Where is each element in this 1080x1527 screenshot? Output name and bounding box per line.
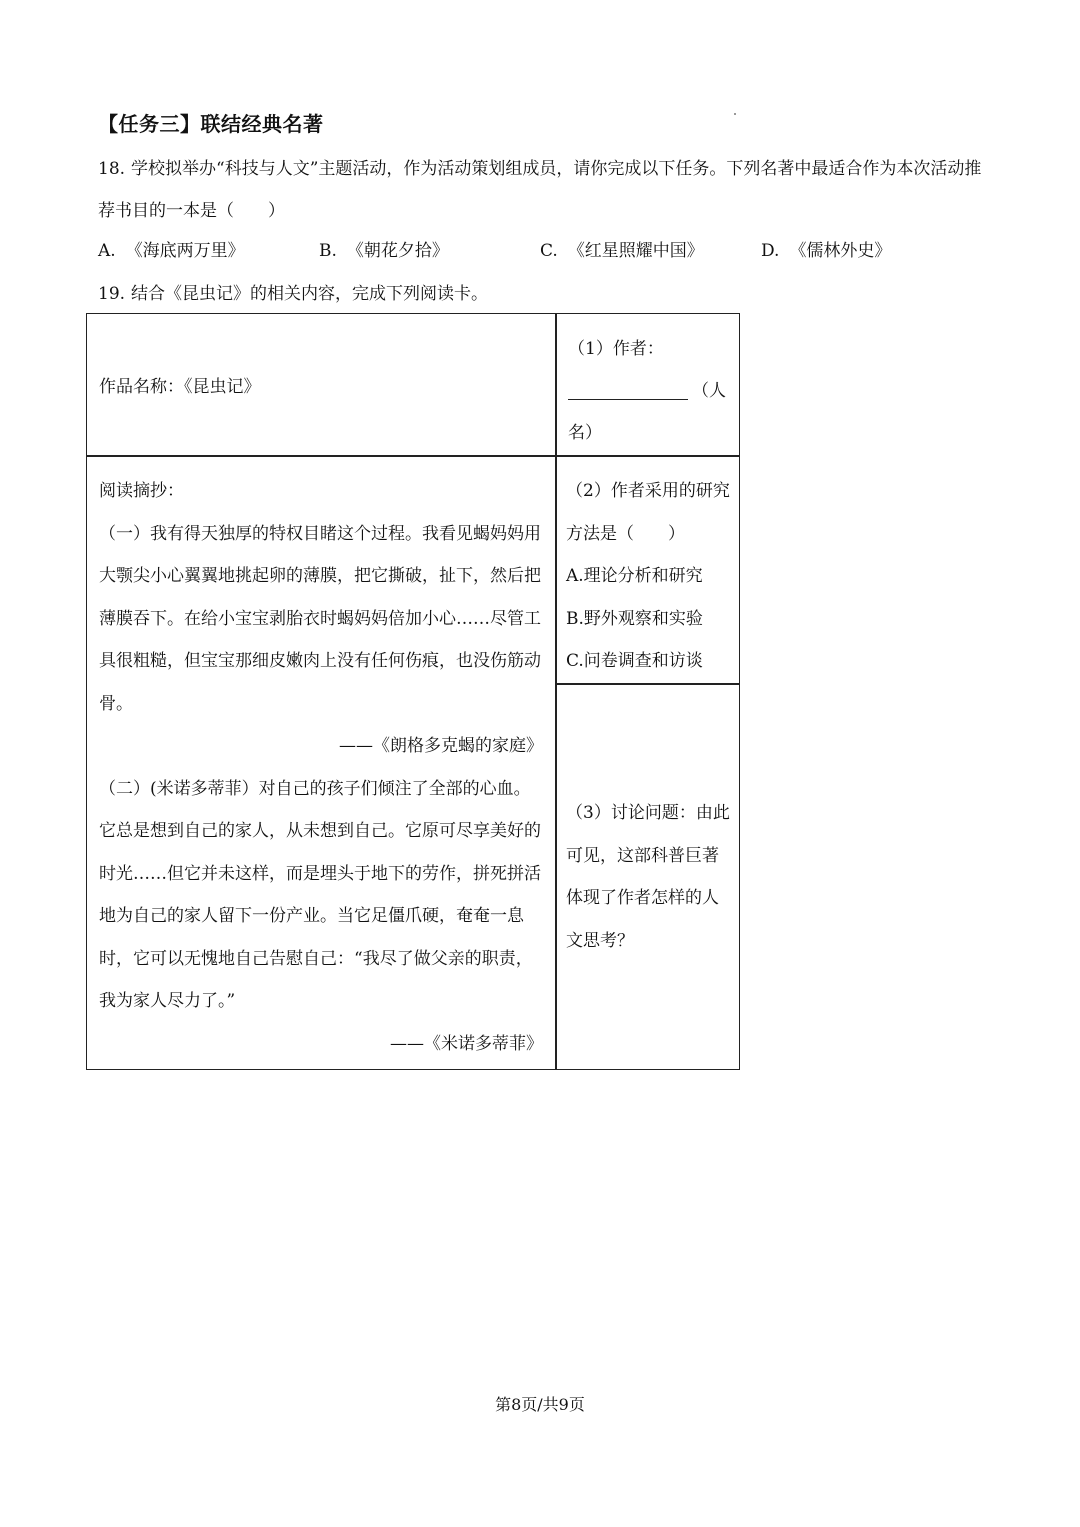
- question-number: 18.: [98, 159, 126, 179]
- question-18: [98, 148, 988, 232]
- excerpt-cell: [86, 455, 557, 1070]
- option-text: 《海底两万里》: [125, 241, 245, 261]
- reading-label: 阅读摘抄：: [99, 481, 184, 501]
- reading-card-table: [86, 313, 740, 1070]
- question-text: 学校拟举办“科技与人文”主题活动，作为活动策划组成员，请你完成以下任务。下列名著中最适合作为本次活动推荐书目的一本是（ ）: [98, 159, 982, 221]
- work-name: 作品名称：《昆虫记》: [99, 377, 261, 397]
- option-label: C.: [540, 241, 558, 261]
- author-suffix: （人名）: [568, 381, 726, 443]
- option-label: B.: [319, 241, 337, 261]
- page-footer: 第8页/共9页: [495, 1395, 585, 1414]
- option-b[interactable]: [319, 236, 449, 261]
- option-a[interactable]: [98, 236, 245, 261]
- discussion-question: （3）讨论问题：由此可见，这部科普巨著体现了作者怎样的人文思考？: [566, 803, 730, 951]
- work-name-cell: [86, 313, 557, 457]
- author-answer-blank[interactable]: [568, 377, 688, 400]
- question-18-options: [98, 236, 988, 266]
- option-c[interactable]: [540, 236, 704, 261]
- option-text: 《儒林外史》: [789, 241, 892, 261]
- method-question: （2）作者采用的研究方法是（ ）: [566, 481, 730, 544]
- option-d[interactable]: [761, 236, 891, 261]
- method-option-c[interactable]: C.问卷调查和访谈: [566, 651, 703, 671]
- discussion-cell: [555, 683, 740, 1070]
- option-label: A.: [98, 241, 116, 261]
- excerpt-one: （一）我有得天独厚的特权目睹这个过程。我看见蝎妈妈用大颚尖小心翼翼地挑起卵的薄膜，把它撕破，扯下，然后把薄膜吞下。在给小宝宝剥胎衣时蝎妈妈倍加小心……尽管工具很粗糙，但宝宝那细皮嫩肉上没有任何伤痕，也没伤筋动骨。: [99, 523, 541, 714]
- question-19: [98, 279, 488, 304]
- excerpt-two: （二）(米诺多蒂菲）对自己的孩子们倾注了全部的心血。它总是想到自己的家人，从未想到自己。它原可尽享美好的时光……但它并未这样，而是埋头于地下的劳作，拼死拼活地为自己的家人留下一份产业。当它足僵爪硬，奄奄一息时，它可以无愧地自己告慰自己：“我尽了做父亲的职责，我为家人尽力了。”: [99, 778, 541, 1011]
- method-option-a[interactable]: A.理论分析和研究: [566, 566, 703, 586]
- scan-speck: [734, 113, 736, 115]
- question-text: 结合《昆虫记》的相关内容，完成下列阅读卡。: [131, 284, 489, 304]
- method-cell: [555, 455, 740, 685]
- excerpt-two-source: ——《米诺多蒂菲》: [390, 1033, 543, 1054]
- section-title: 【任务三】联结经典名著: [98, 112, 324, 136]
- option-label: D.: [761, 241, 780, 261]
- author-cell: [555, 313, 740, 457]
- option-text: 《红星照耀中国》: [567, 241, 704, 261]
- method-option-b[interactable]: B.野外观察和实验: [566, 608, 703, 629]
- author-prompt: （1）作者：: [568, 339, 664, 359]
- option-text: 《朝花夕拾》: [346, 241, 449, 261]
- question-number: 19.: [98, 284, 126, 304]
- excerpt-one-source: ——《朗格多克蝎的家庭》: [339, 736, 543, 756]
